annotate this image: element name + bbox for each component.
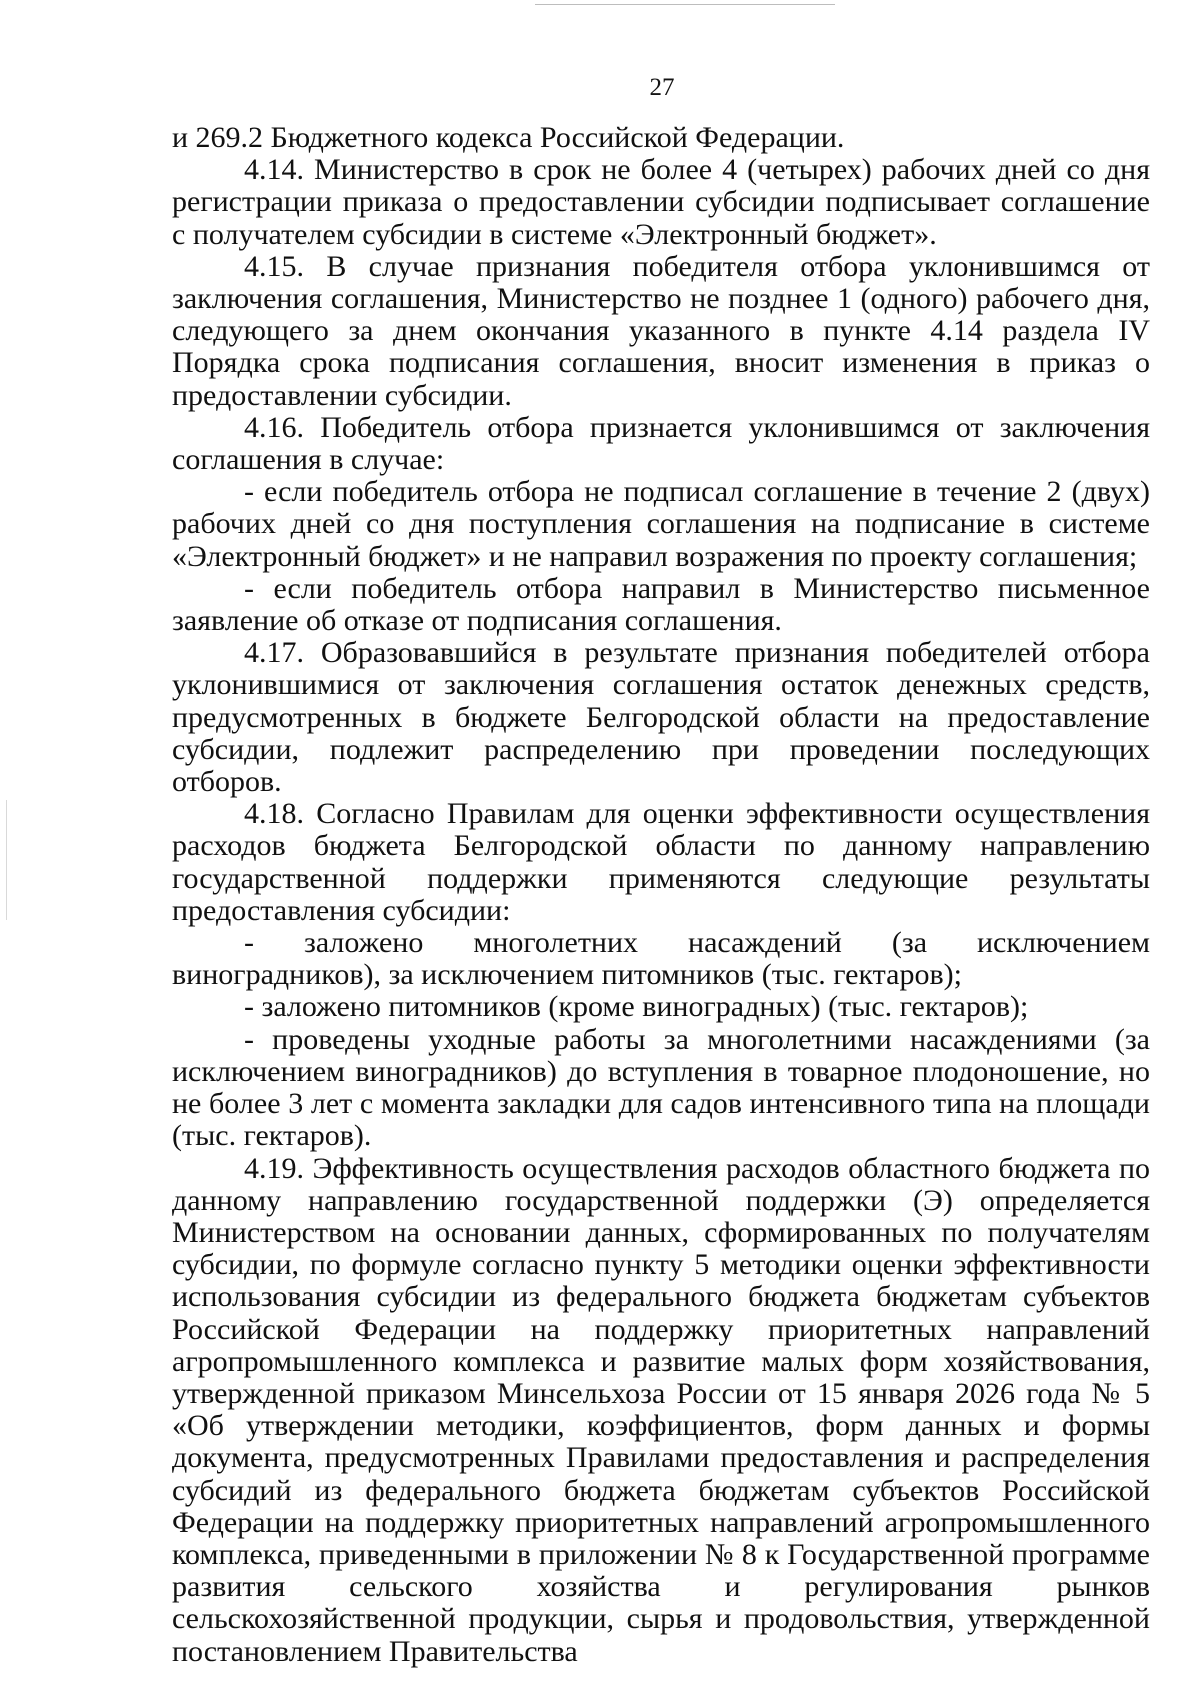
- paragraph-4-18: 4.18. Согласно Правилам для оценки эффективности осуществления расходов бюджета Белгородской области по данному направлению государственной поддержки применяются следующие результаты предоставления субсидии:: [172, 797, 1150, 927]
- paragraph-4-18-item-2: - заложено питомников (кроме виноградных) (тыс. гектаров);: [244, 990, 1029, 1024]
- paragraph-4-18-item-1: - заложено многолетних насаждений (за исключением виноградников), за исключением питомников (тыс. гектаров);: [172, 926, 1150, 992]
- paragraph-4-16: 4.16. Победитель отбора признается уклонившимся от заключения соглашения в случае:: [172, 410, 1150, 477]
- paragraph-4-19: 4.19. Эффективность осуществления расходов областного бюджета по данному направлению государственной поддержки (Э) определяется Министерством на основании данных, сформированных по получателям субсидии, по формуле согласно пункту 5 методики оценки эффективности использования субсидии из федерального бюджета бюджетам субъектов Российской Федерации на поддержку приоритетных направлений агропромышленного комплекса и развитие малых форм хозяйствования, утвержденной приказом Минсельхоза России от 15 января 2026 года № 5 «Об утверждении методики, коэффициентов, форм данных и формы документа, предусмотренных Правилами предоставления и распределения субсидий из федерального бюджета бюджетам субъектов Российской Федерации на поддержку приоритетных направлений агропромышленного комплекса, приведенными в приложении № 8 к Государственной программе развития сельского хозяйства и регулирования рынков сельскохозяйственной продукции, сырья и продовольствия, утвержденной постановлением Правительства: [172, 1151, 1150, 1668]
- paragraph-continuation: и 269.2 Бюджетного кодекса Российской Федерации.: [172, 121, 845, 154]
- paragraph-4-18-item-3: - проведены уходные работы за многолетними насаждениями (за исключением виноградников) до вступления в товарное плодоношение, но не более 3 лет с момента закладки для садов интенсивного типа на площади (тыс. гектаров).: [172, 1022, 1150, 1153]
- scan-artifact-left-line: [6, 800, 7, 920]
- page-number: 27: [649, 74, 675, 101]
- document-body: [172, 122, 1150, 1668]
- paragraph-4-17: 4.17. Образовавшийся в результате признания победителей отбора уклонившимися от заключения соглашения остаток денежных средств, предусмотренных в бюджете Белгородской области на предоставление субсидии, подлежит распределению при проведении последующих отборов.: [172, 636, 1150, 799]
- paragraph-4-16-item-1: - если победитель отбора не подписал соглашение в течение 2 (двух) рабочих дней со дня поступления соглашения на подписание в системе «Электронный бюджет» и не направил возражения по проекту соглашения;: [172, 475, 1150, 573]
- paragraph-4-14: 4.14. Министерство в срок не более 4 (четырех) рабочих дней со дня регистрации приказа о предоставлении субсидии подписывает соглашение с получателем субсидии в системе «Электронный бюджет».: [172, 153, 1150, 251]
- paragraph-4-15: 4.15. В случае признания победителя отбора уклонившимся от заключения соглашения, Министерство не позднее 1 (одного) рабочего дня, следующего за днем окончания указанного в пункте 4.14 раздела IV Порядка срока подписания соглашения, вносит изменения в приказ о предоставлении субсидии.: [172, 249, 1150, 412]
- scan-artifact-top-line: [535, 4, 835, 5]
- paragraph-4-16-item-2: - если победитель отбора направил в Министерство письменное заявление об отказе от подписания соглашения.: [172, 571, 1150, 638]
